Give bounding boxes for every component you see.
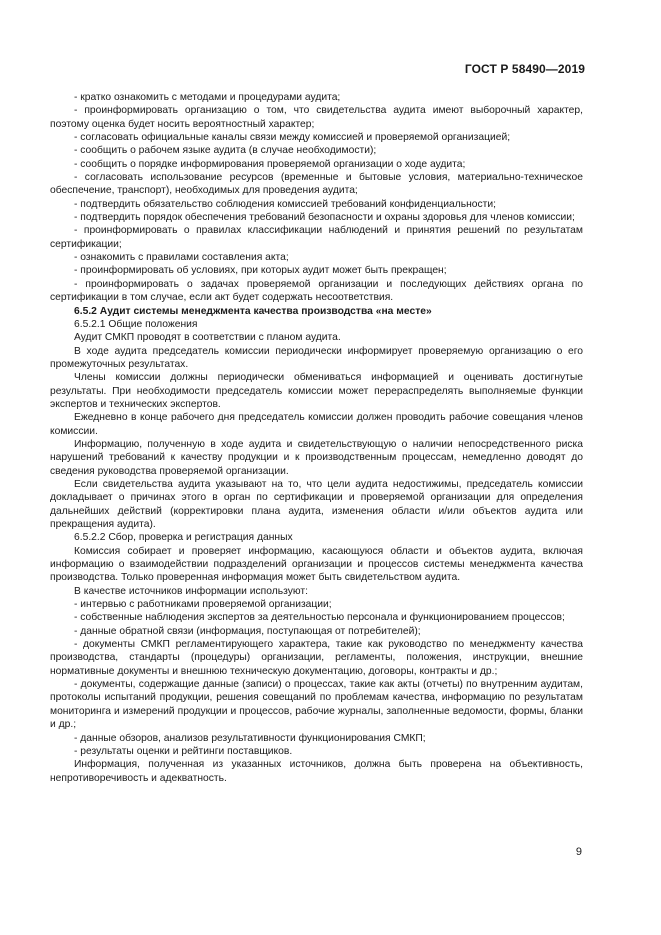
paragraph: Информацию, полученную в ходе аудита и свидетельствующую о наличии непосредственного риска нарушений требований к качеству продукции и к производственным процессам, немедленно доводят до сведения руководства проверяемой организации.	[50, 438, 583, 477]
list-item: - согласовать официальные каналы связи между комиссией и проверяемой организацией;	[74, 132, 511, 144]
list-item: - проинформировать организацию о том, что свидетельства аудита имеют выборочный характер, поэтому оценка будет носить вероятностный характер;	[50, 105, 583, 130]
list-item: - подтвердить обязательство соблюдения комиссией требований конфиденциальности;	[74, 198, 496, 210]
paragraph: Комиссия собирает и проверяет информацию, касающуюся области и объектов аудита, включая информацию о взаимодействии подразделений организации и процессов системы менеджмента качества производства. Только проверенная информация может быть свидетельством аудита.	[50, 545, 583, 584]
document-designation: ГОСТ Р 58490—2019	[464, 62, 585, 76]
list-item: - интервью с работниками проверяемой организации;	[74, 599, 332, 611]
subsection-heading: 6.5.2.2 Сбор, проверка и регистрация данных	[74, 532, 293, 544]
list-item: - кратко ознакомить с методами и процедурами аудита;	[74, 92, 341, 103]
list-item: - сообщить о порядке информирования проверяемой организации о ходе аудита;	[74, 158, 466, 170]
paragraph: Члены комиссии должны периодически обмениваться информацией и оценивать достигнутые результаты. При необходимости председатель комиссии может перераспределять выполняемые функции экспертов и технических экспертов.	[50, 372, 583, 410]
list-item: - собственные наблюдения экспертов за деятельностью персонала и функционированием процессов;	[74, 612, 565, 624]
list-item: - сообщить о рабочем языке аудита (в случае необходимости);	[74, 145, 377, 157]
paragraph: В качестве источников информации используют:	[74, 585, 308, 597]
paragraph: Если свидетельства аудита указывают на то, что цели аудита недостижимы, председатель комиссии докладывает о причинах этого в орган по сертификации и проверяемой организации для определения дальнейших действий (корректировки плана аудита, изменения области и/или объектов аудита или прекращения аудита).	[50, 478, 583, 530]
paragraph: В ходе аудита председатель комиссии периодически информирует проверяемую организацию о его промежуточных результатах.	[50, 345, 583, 370]
paragraph: Аудит СМКП проводят в соответствии с планом аудита.	[74, 332, 341, 344]
list-item: - проинформировать об условиях, при которых аудит может быть прекращен;	[74, 265, 447, 277]
page-number: 9	[575, 846, 582, 858]
list-item: - результаты оценки и рейтинги поставщиков.	[74, 745, 293, 757]
list-item: - согласовать использование ресурсов (временные и бытовые условия, материально-техническое обеспечение, транспорт), необходимых для проведения аудита;	[50, 172, 583, 197]
section-heading: 6.5.2 Аудит системы менеджмента качества производства «на месте»	[74, 305, 432, 317]
list-item: - документы СМКП регламентирующего характера, такие как руководство по менеджменту качества производства, стандарты (процедуры) организации, регламенты, положения, инструкции, внешние нормативные документы и внешнюю техническую документацию, договоры, контракты и др.;	[50, 639, 583, 677]
list-item: - данные обратной связи (информация, поступающая от потребителей);	[74, 625, 421, 637]
list-item: - документы, содержащие данные (записи) о процессах, такие как акты (отчеты) по внутренним аудитам, протоколы испытаний продукции, решения совещаний по проблемам качества, информацию по результатам мониторинга и измерений продукции и процессов, рабочие журналы, заполненные ведомости, формы, бланки и др.;	[50, 679, 583, 731]
subsection-heading: 6.5.2.1 Общие положения	[74, 318, 198, 330]
list-item: - проинформировать о задачах проверяемой организации и последующих действиях органа по сертификации в том случае, если акт будет содержать несоответствия.	[50, 278, 583, 304]
list-item: - подтвердить порядок обеспечения требований безопасности и охраны здоровья для членов комиссии;	[74, 212, 575, 224]
paragraph: Информация, полученная из указанных источников, должна быть проверена на объективность, непротиворечивость и адекватность.	[50, 759, 583, 784]
list-item: - ознакомить с правилами составления акта;	[74, 252, 289, 264]
list-item: - данные обзоров, анализов результативности функционирования СМКП;	[74, 732, 426, 744]
document-body	[50, 91, 583, 785]
list-item: - проинформировать о правилах классификации наблюдений и принятия решений по результатам сертификации;	[50, 225, 583, 250]
paragraph: Ежедневно в конце рабочего дня председатель комиссии должен проводить рабочие совещания членов комиссии.	[50, 412, 583, 437]
